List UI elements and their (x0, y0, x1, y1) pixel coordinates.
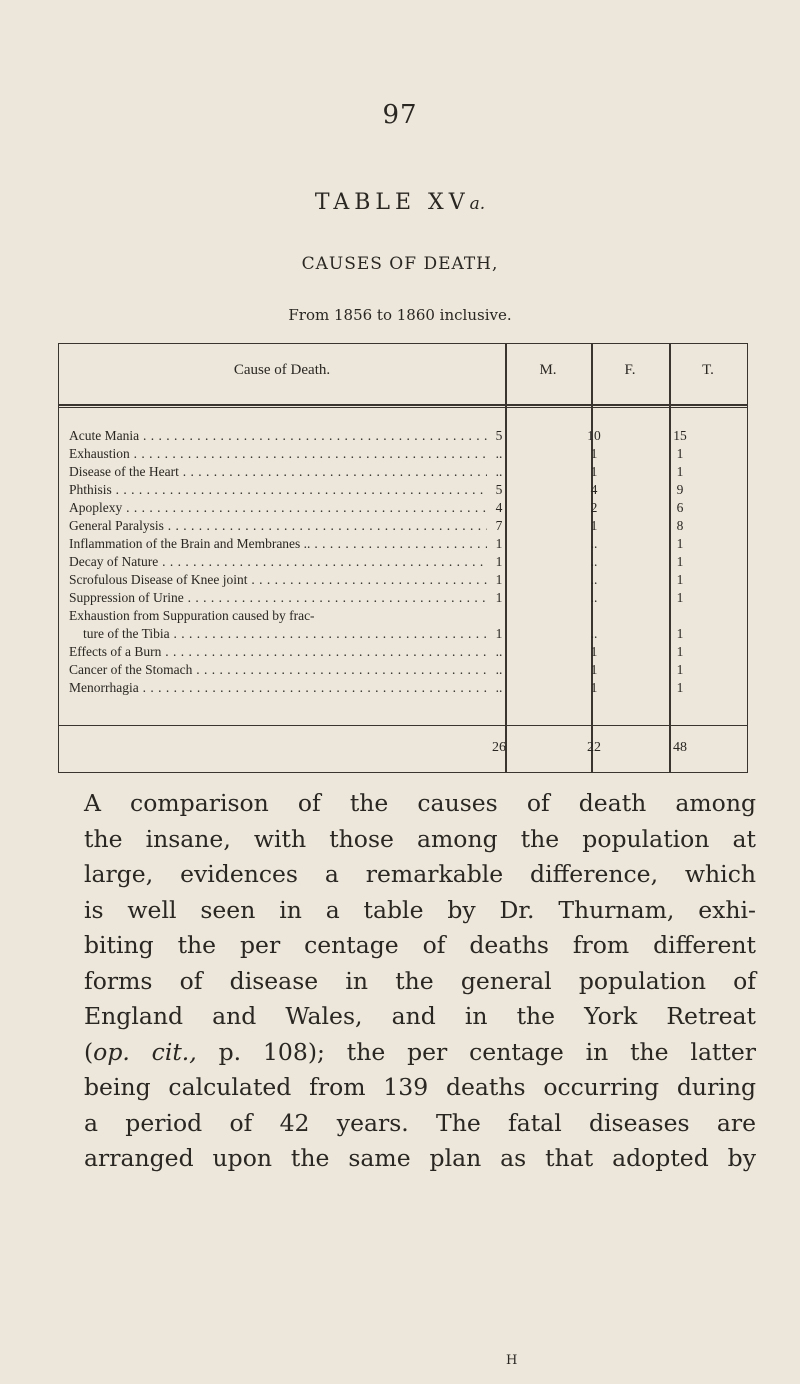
table-title-main: TABLE XV (314, 190, 470, 215)
cause-cell: Menorrhagia . . . (69, 679, 487, 697)
male-cell: 4 (495, 500, 503, 515)
male-cell: .. (495, 446, 503, 461)
male-cell: 1 (495, 572, 503, 587)
cause-cell: Scrofulous Disease of Knee joint . . . (69, 571, 487, 589)
cause-cell: Inflammation of the Brain and Membranes .. . . . (69, 535, 487, 553)
female-cell: .. (590, 590, 598, 605)
table-row (59, 427, 747, 445)
cause-cell: Exhaustion from Suppuration caused by frac- ture of the Tibia . . . (69, 607, 487, 643)
total-cell: 1 (676, 536, 684, 551)
header-rule (59, 407, 747, 408)
total-cell: 1 (676, 446, 684, 461)
paragraph-line: arranged upon the same plan as that adopted by (84, 1144, 756, 1172)
total-cell: 9 (676, 482, 684, 497)
total-cell: 1 (676, 626, 684, 641)
paragraph-line: a period of 42 years. The fatal diseases are (84, 1108, 756, 1137)
paragraph-line: England and Wales, and in the York Retreat (84, 1002, 756, 1030)
male-cell: 1 (495, 626, 503, 641)
table-row (59, 607, 747, 643)
table-row (59, 571, 747, 589)
paragraph-line: large, evidences a remarkable difference, which (84, 860, 756, 888)
cause-cell: Cancer of the Stomach . . . (69, 661, 487, 679)
female-cell: 1 (590, 464, 598, 479)
table-period: From 1856 to 1860 inclusive. (288, 306, 512, 324)
female-cell: 2 (590, 500, 598, 515)
paragraph-line: (op. cit., p. 108); the per centage in the latter (84, 1037, 756, 1066)
table-row (59, 481, 747, 499)
table-title (0, 190, 800, 215)
female-cell: .. (590, 536, 598, 551)
total-male: 26 (492, 740, 506, 755)
cause-cell: Apoplexy . . . (69, 499, 487, 517)
female-cell: 1 (590, 662, 598, 677)
total-cell: 1 (676, 680, 684, 695)
total-cell: 1 (676, 644, 684, 659)
female-cell: 1 (590, 644, 598, 659)
paragraph-line: the insane, with those among the population at (84, 824, 756, 853)
male-cell: 7 (495, 518, 503, 533)
table-row (59, 679, 747, 697)
cause-cell: Suppression of Urine . . . (69, 589, 487, 607)
paragraph-line: forms of disease in the general population of (84, 966, 756, 995)
table-row (59, 643, 747, 661)
total-cell: 6 (676, 500, 684, 515)
signature-mark: H (506, 1353, 518, 1368)
table-title-suffix: a. (469, 194, 486, 214)
cause-cell: Effects of a Burn . . . (69, 643, 487, 661)
female-cell: 1 (590, 446, 598, 461)
male-cell: 1 (495, 536, 503, 551)
female-cell: 1 (590, 518, 598, 533)
table-body (59, 427, 747, 697)
table-subtitle: CAUSES OF DEATH, (301, 254, 499, 274)
header-cause: Cause of Death. (233, 362, 331, 378)
total-cell: 1 (676, 554, 684, 569)
table-row (59, 553, 747, 571)
header-m: M. (539, 362, 557, 378)
paragraph-line: is well seen in a table by Dr. Thurnam, exhi- (84, 895, 756, 924)
table-row (59, 445, 747, 463)
total-cell: 1 (676, 464, 684, 479)
table-row (59, 517, 747, 535)
paragraph-line: A comparison of the causes of death among (84, 789, 756, 817)
header-rule (59, 404, 747, 406)
cause-cell: General Paralysis . . . (69, 517, 487, 535)
table-row (59, 463, 747, 481)
male-cell: .. (495, 680, 503, 695)
total-cell: 1 (676, 590, 684, 605)
total-cell: 8 (676, 518, 684, 533)
body-paragraph (84, 786, 756, 1177)
total-cell: 15 (673, 428, 687, 443)
male-cell: .. (495, 644, 503, 659)
paragraph-line: biting the per centage of deaths from different (84, 931, 756, 959)
male-cell: 1 (495, 554, 503, 569)
cause-cell: Acute Mania . . . (69, 427, 487, 445)
female-cell: .. (590, 626, 598, 641)
table-row (59, 499, 747, 517)
female-cell: .. (590, 572, 598, 587)
causes-of-death-table (58, 343, 748, 773)
table-row (59, 535, 747, 553)
header-f: F. (624, 362, 636, 378)
cause-cell: Disease of the Heart . . . (69, 463, 487, 481)
female-cell: .. (590, 554, 598, 569)
paragraph-line: being calculated from 139 deaths occurring during (84, 1073, 756, 1101)
total-cell: 1 (676, 662, 684, 677)
totals-rule (59, 725, 747, 726)
male-cell: 1 (495, 590, 503, 605)
cause-cell: Exhaustion . . . (69, 445, 487, 463)
total-female: 22 (587, 740, 601, 755)
male-cell: .. (495, 662, 503, 677)
page-number: 97 (382, 100, 418, 130)
female-cell: 1 (590, 680, 598, 695)
total-cell: 1 (676, 572, 684, 587)
cause-cell: Decay of Nature . . . (69, 553, 487, 571)
header-t: T. (702, 362, 714, 378)
total-all: 48 (673, 740, 687, 755)
female-cell: 4 (590, 482, 598, 497)
table-row (59, 661, 747, 679)
male-cell: .. (495, 464, 503, 479)
table-row (59, 589, 747, 607)
male-cell: 5 (495, 482, 503, 497)
female-cell: 10 (587, 428, 601, 443)
male-cell: 5 (495, 428, 503, 443)
cause-cell: Phthisis . . . (69, 481, 487, 499)
